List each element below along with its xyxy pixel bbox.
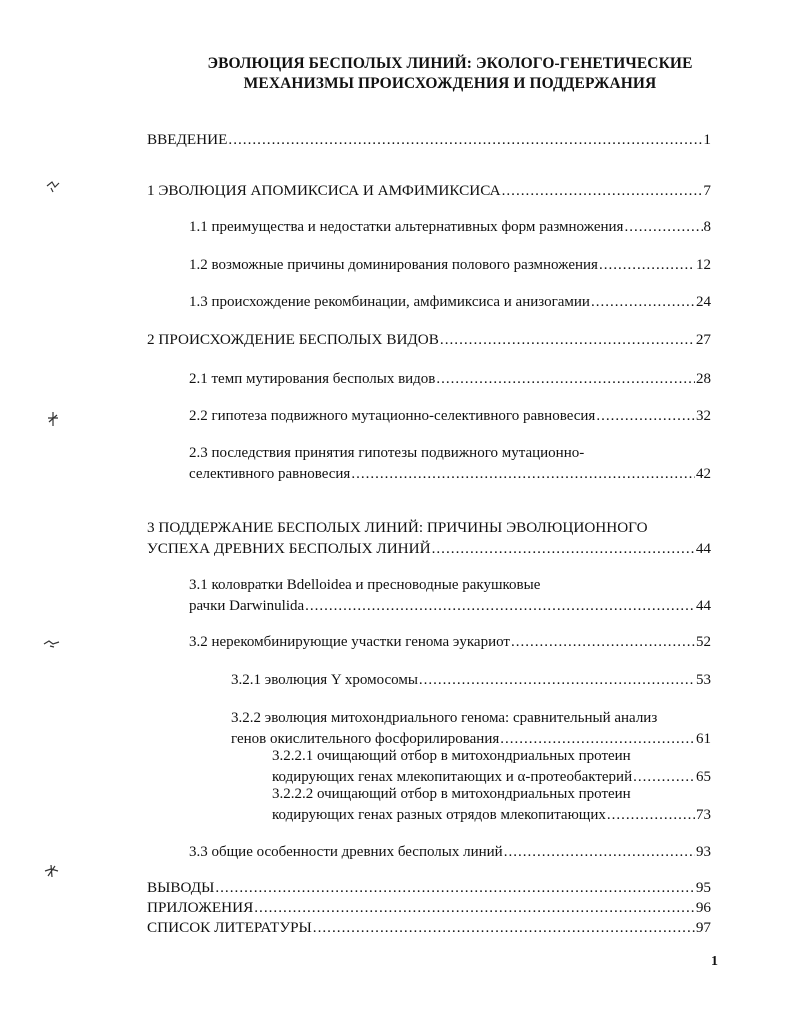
toc-entry-label: 2.1 темп мутирования бесполых видов [189,371,436,387]
toc-entry-intro [147,129,711,150]
toc-entry-label: ВВЕДЕНИЕ [147,131,228,148]
toc-entry-section-3 [147,517,711,559]
toc-entry-label: 1.1 преимущества и недостатки альтернативных форм размножения [189,219,624,235]
toc-entry-3-2-2-1 [272,746,711,788]
toc-entry-label: ВЫВОДЫ [147,879,215,896]
leader-dots [504,842,695,863]
toc-entry-label-line-1: 3.2.2.1 очищающий отбор в митохондриальных протеин [272,748,631,764]
toc-entry-label-line-2: кодирующих генах млекопитающих и α-протеобактерий [272,769,633,785]
toc-entry-label: ПРИЛОЖЕНИЯ [147,899,254,916]
toc-entry-2-2 [189,406,711,427]
title-line-1: ЭВОЛЮЦИЯ БЕСПОЛЫХ ЛИНИЙ: ЭКОЛОГО-ГЕНЕТИЧЕСКИЕ [207,55,693,72]
toc-entry-label-line-1: 3 ПОДДЕРЖАНИЕ БЕСПОЛЫХ ЛИНИЙ: ПРИЧИНЫ ЭВОЛЮЦИОННОГО [147,519,648,536]
toc-entry-label-line-2: УСПЕХА ДРЕВНИХ БЕСПОЛЫХ ЛИНИЙ [147,540,431,557]
toc-page-number: 24 [696,294,711,310]
toc-entry-label: 2.2 гипотеза подвижного мутационно-селективного равновесия [189,408,596,424]
toc-page-number: 44 [696,598,711,614]
toc-entry-label: 1 ЭВОЛЮЦИЯ АПОМИКСИСА И АМФИМИКСИСА [147,182,501,199]
document-title [120,54,780,94]
toc-entry-3-2 [189,632,711,653]
toc-entry-2-3 [189,443,711,485]
leader-dots [440,329,695,350]
toc-entry-1-2 [189,255,711,276]
leader-dots [419,670,695,691]
toc-entry-1-3 [189,292,711,313]
toc-entry-label: 1.3 происхождение рекомбинации, амфимиксиса и анизогамии [189,294,590,310]
toc-entry-label-line-1: 3.1 коловратки Bdelloidea и пресноводные ракушковые [189,577,541,593]
leader-dots [502,180,703,201]
leader-dots [511,632,695,653]
leader-dots [313,917,695,938]
toc-entry-conclusions [147,877,711,898]
toc-entry-label: 3.3 общие особенности древних бесполых линий [189,844,503,860]
toc-page-number: 93 [696,844,711,860]
toc-page-number: 32 [696,408,711,424]
page-number: 1 [711,954,718,969]
scan-mark-icon [42,636,62,650]
toc-entry-label-line-1: 3.2.2 эволюция митохондриального генома: сравнительный анализ [231,710,658,726]
scan-mark-icon [44,410,62,428]
toc-entry-label: СПИСОК ЛИТЕРАТУРЫ [147,919,312,936]
toc-entry-section-2 [147,329,711,350]
toc-entry-references [147,917,711,938]
leader-dots [432,538,695,559]
toc-entry-label: 1.2 возможные причины доминирования полового размножения [189,257,598,273]
toc-entry-1-1 [189,217,711,238]
toc-entry-label-line-1: 2.3 последствия принятия гипотезы подвижного мутационно- [189,445,585,461]
toc-entry-appendices [147,897,711,918]
scan-mark-icon [44,178,62,194]
leader-dots [596,406,695,427]
scan-mark-icon [42,862,62,880]
toc-entry-label-line-2: кодирующих генах разных отрядов млекопитающих [272,807,606,823]
toc-page-number: 97 [695,919,711,936]
toc-page-number: 61 [696,731,711,747]
toc-entry-label: 3.2.1 эволюция Y хромосомы [231,672,418,688]
toc-page-number: 65 [696,769,711,785]
leader-dots [624,217,702,238]
toc-page-number: 42 [696,466,711,482]
leader-dots [305,596,695,617]
toc-entry-label-line-2: генов окислительного фосфорилирования [231,731,500,747]
toc-entry-3-1 [189,575,711,617]
toc-page-number: 95 [695,879,711,896]
toc-entry-3-2-2-2 [272,784,711,826]
toc-entry-3-2-2 [231,708,717,750]
leader-dots [591,292,695,313]
toc-page-number: 52 [696,634,711,650]
toc-page-number: 12 [696,257,711,273]
toc-entry-2-1 [189,369,711,390]
leader-dots [228,129,702,150]
toc-page-number: 53 [696,672,711,688]
toc-page-number: 96 [695,899,711,916]
toc-page-number: 8 [703,219,711,235]
leader-dots [254,897,695,918]
toc-entry-section-1 [147,180,711,201]
toc-entry-label-line-2: селективного равновесия [189,466,351,482]
toc-page-number: 73 [696,807,711,823]
leader-dots [215,877,694,898]
toc-entry-label: 3.2 нерекомбинирующие участки генома эукариот [189,634,510,650]
toc-entry-3-3 [189,842,711,863]
leader-dots [607,805,695,826]
toc-page-number: 7 [703,182,711,199]
toc-page-number: 44 [695,540,711,557]
toc-entry-label-line-1: 3.2.2.2 очищающий отбор в митохондриальных протеин [272,786,631,802]
toc-entry-label-line-2: рачки Darwinulida [189,598,305,614]
toc-entry-label: 2 ПРОИСХОЖДЕНИЕ БЕСПОЛЫХ ВИДОВ [147,331,439,348]
leader-dots [351,464,695,485]
leader-dots [599,255,695,276]
toc-page-number: 1 [703,131,711,148]
leader-dots [436,369,695,390]
title-line-2: МЕХАНИЗМЫ ПРОИСХОЖДЕНИЯ И ПОДДЕРЖАНИЯ [243,75,657,92]
toc-page-number: 28 [696,371,711,387]
toc-page-number: 27 [695,331,711,348]
toc-entry-3-2-1 [231,670,711,691]
